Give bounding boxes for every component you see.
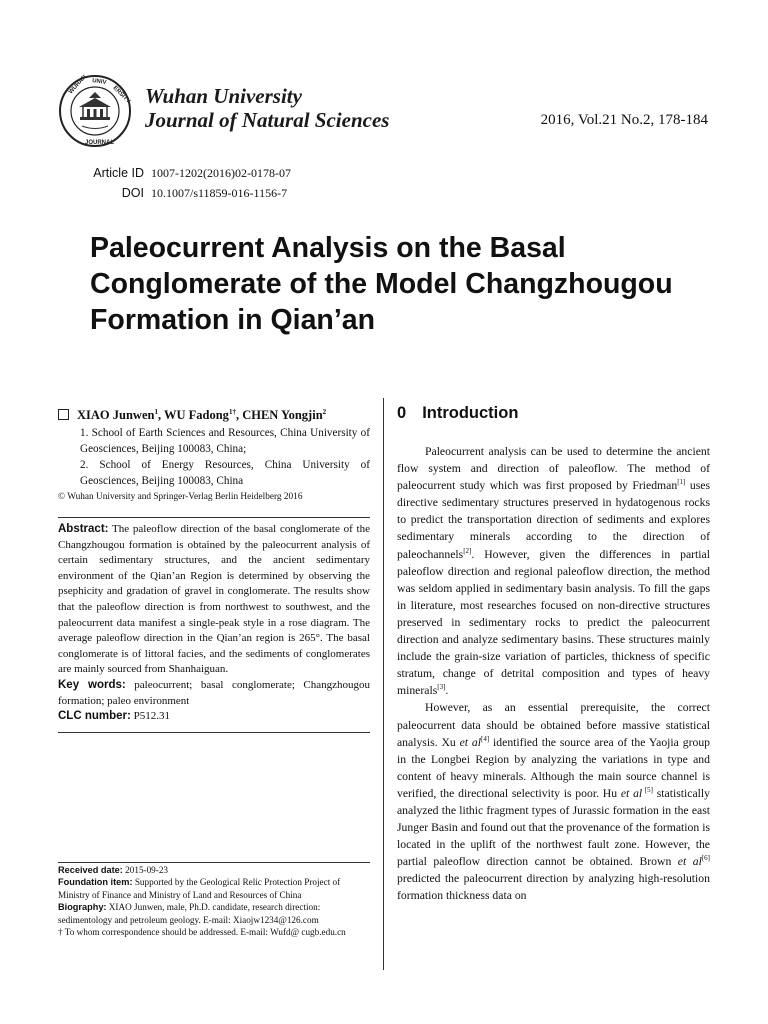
clc-number — [58, 709, 370, 725]
biography-label: Biography: — [58, 902, 107, 913]
text-run: . — [445, 684, 449, 698]
foundation-item — [58, 876, 370, 901]
text-run: uses directive sedimentary structures preserved in hydatogenous rocks to predict the transportation direction of sediments and explores sedimentary minerals according to the direction of paleochannels — [397, 479, 710, 561]
author-separator: , — [235, 408, 243, 422]
citation: [5] — [642, 785, 653, 794]
author-name: CHEN Yongjin — [242, 408, 323, 422]
citation: [2] — [463, 546, 472, 555]
text-run: identified the source area of the Yaojia group in the Longbei Region by analyzing the variations in type and content of heavy minerals. Although the main source channel is verified, the directional selectivity is poor. Hu — [397, 735, 711, 800]
svg-text:JOURNAL: JOURNAL — [85, 140, 115, 146]
article-meta — [90, 163, 291, 203]
divider — [58, 732, 370, 733]
author-name: XIAO Junwen — [77, 408, 155, 422]
section-title: Introduction — [422, 404, 519, 422]
received-date — [58, 864, 370, 876]
foundation-label: Foundation item: — [58, 877, 133, 888]
citation: [6] — [701, 854, 710, 863]
abstract-label: Abstract: — [58, 523, 109, 535]
keywords-text: paleocurrent; basal conglomerate; Changzhougou formation; paleo environment — [58, 678, 370, 707]
affiliation-item: 2. School of Energy Resources, China University of Geosciences, Beijing 100083, China — [80, 459, 370, 487]
text-run: predicted the paleocurrent direction by analyzing high-resolution formation thickness data on — [397, 872, 710, 903]
text-run: Paleocurrent analysis can be used to determine the ancient flow system and direction of paleoflow. The method of paleocurrent study which was first proposed by Friedman — [397, 445, 710, 493]
biography-value: XIAO Junwen, male, Ph.D. candidate, research direction: sedimentology and petroleum geology. E-mail: Xiaojw1234@126.com — [58, 902, 321, 925]
et-al: et al — [459, 735, 482, 749]
author-affiliation-mark: 2 — [322, 407, 327, 416]
svg-text:ERSITY: ERSITY — [111, 85, 132, 105]
doi: 10.1007/s11859-016-1156-7 — [151, 186, 288, 200]
et-al: et al — [620, 786, 643, 800]
column-divider — [383, 398, 384, 970]
citation: [4] — [481, 734, 490, 743]
author-affiliation-mark: 1† — [228, 407, 236, 416]
abstract-block — [58, 522, 370, 725]
citation: [1] — [677, 478, 686, 487]
correspondence-note: † To whom correspondence should be addressed. E-mail: Wufd@ cugb.edu.cn — [58, 927, 346, 938]
biography — [58, 901, 370, 926]
body-text — [397, 443, 710, 905]
divider — [58, 517, 370, 518]
text-run: However, as an essential prerequisite, the correct paleocurrent data should be obtained before massive statistical analysis. Xu — [397, 701, 710, 749]
affiliations — [58, 425, 370, 489]
clc-label: CLC number: — [58, 710, 131, 723]
abstract-paragraph — [58, 522, 370, 678]
abstract-text: The paleoflow direction of the basal conglomerate of the Changzhougou formation is obtained by the paleocurrent analysis of certain sedimentary structures, and the ancient sedimentary environment of the Qian’an Region is determined by observing the psephicity and gradation of gravel in conglomerate. The results show that the paleoflow direction is from northwest to southwest, and the paleocurrent data manifest a single-peak style in a rose diagram. The average paleoflow direction in the Qian’an region is 265°. The basal conglomerate is of littoral facies, and the sediments of conglomerates are mainly sourced from Shanhaiguan. — [58, 523, 370, 676]
section-heading — [397, 404, 710, 423]
university-seal-logo — [58, 74, 132, 148]
author-separator: , — [157, 408, 164, 422]
received-label: Received date: — [58, 865, 123, 875]
doi-label: DOI — [121, 186, 144, 200]
clc-value: P512.31 — [133, 710, 170, 723]
journal-name-line1: Wuhan University — [145, 84, 302, 108]
author-list — [58, 407, 370, 424]
text-run: statistically analyzed the lithic fragment types of Jurassic formation in the east Junger Basin and found out that the provenance of the formation is located in the uplift of the northwest fault zone. However, the partial paleoflow direction cannot be obtained. Brown — [397, 786, 710, 869]
paper-title: Paleocurrent Analysis on the Basal Conglomerate of the Model Changzhougou Formation in Qian’an — [90, 232, 673, 336]
journal-name-line2: Journal of Natural Sciences — [145, 108, 390, 132]
divider — [58, 862, 370, 863]
author-affiliation-mark: 1 — [154, 407, 158, 416]
keywords-label: Key words: — [58, 678, 126, 691]
citation: [3] — [437, 683, 446, 692]
journal-name — [145, 84, 389, 132]
text-run: . However, given the differences in partial paleoflow direction and regional paleoflow direction, the method was seldom applied in sedimentary basin analysis. To fill the gaps in literature, most researches focused on non-directive structures preserved in sedimentary rocks to predict the paleocurrent direction and analyze sedimentary basins. These structures mainly include the grain-size variation of particles, thickness of specific stratum, change of detrital composition and types of heavy minerals — [397, 547, 710, 698]
keywords — [58, 678, 370, 709]
article-id-label: Article ID — [93, 166, 144, 180]
svg-text:UNIV: UNIV — [91, 78, 107, 86]
paragraph — [397, 443, 710, 699]
affiliation-item: 1. School of Earth Sciences and Resources, China University of Geosciences, Beijing 100083, China; — [80, 427, 370, 455]
et-al: et al — [677, 855, 702, 869]
section-number: 0 — [397, 404, 407, 422]
foundation-value: Supported by the Geological Relic Protection Project of Ministry of Finance and Ministry of Land and Resources of China — [58, 877, 341, 900]
received-value: 2015-09-23 — [125, 865, 169, 875]
article-id: 1007-1202(2016)02-0178-07 — [151, 166, 291, 180]
copyright-notice: © Wuhan University and Springer-Verlag Berlin Heidelberg 2016 — [58, 492, 303, 502]
svg-text:WUHAN: WUHAN — [68, 74, 88, 96]
volume-info: 2016, Vol.21 No.2, 178-184 — [540, 112, 708, 128]
footnotes — [58, 864, 370, 938]
author-name: WU Fadong — [163, 408, 229, 422]
checkbox-icon — [58, 409, 69, 420]
paragraph — [397, 699, 710, 904]
